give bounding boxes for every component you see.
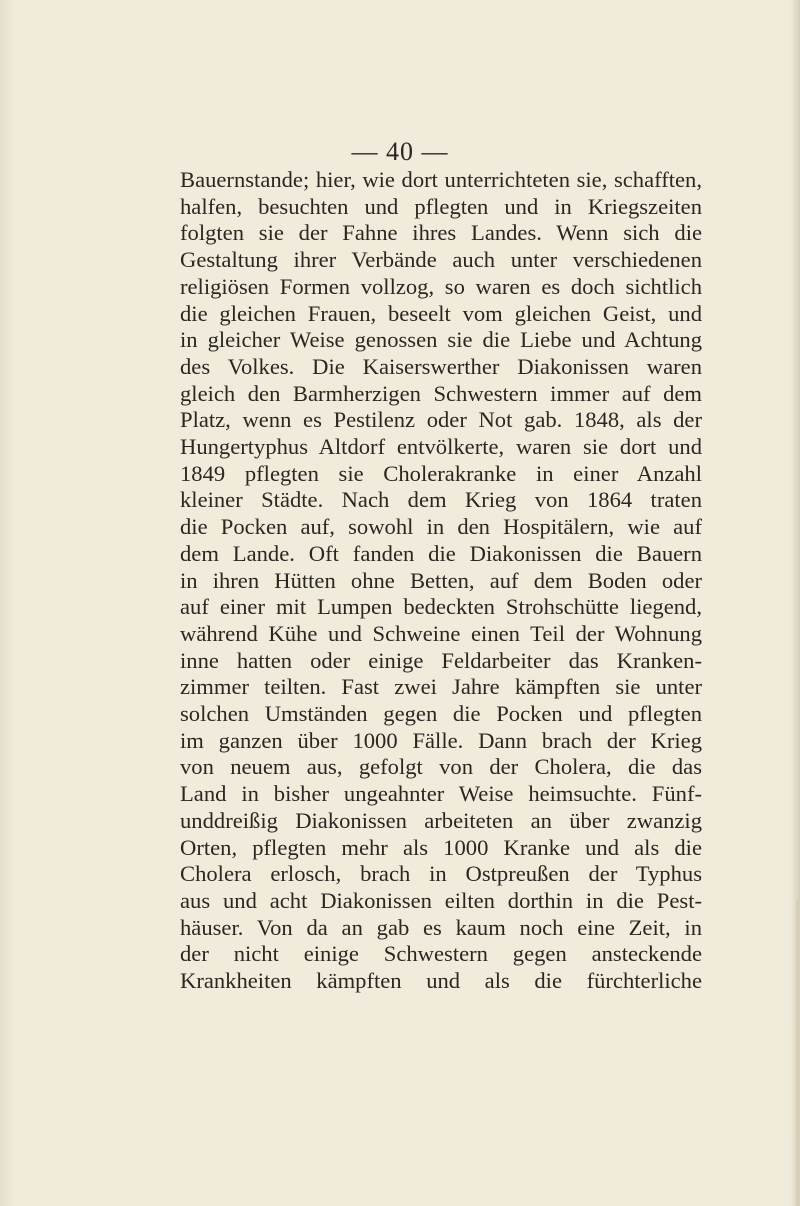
text-line: von neuem aus, gefolgt von der Cholera, die das — [180, 754, 702, 780]
text-line: Land in bisher ungeahnter Weise heimsuchte. Fünf- — [180, 781, 702, 807]
text-line: Cholera erlosch, brach in Ostpreußen der Typhus — [180, 861, 702, 887]
text-line: im ganzen über 1000 Fälle. Dann brach der Krieg — [180, 727, 702, 753]
text-line: Gestaltung ihrer Verbände auch unter verschiedenen — [180, 247, 702, 273]
text-line: der nicht einige Schwestern gegen ansteckende — [180, 941, 702, 967]
text-line: in gleicher Weise genossen sie die Liebe und Achtung — [180, 327, 702, 353]
text-line: die Pocken auf, sowohl in den Hospitälern, wie auf — [180, 514, 702, 540]
body-text — [180, 167, 702, 995]
text-line: Platz, wenn es Pestilenz oder Not gab. 1848, als der — [180, 407, 702, 433]
text-line: solchen Umständen gegen die Pocken und pflegten — [180, 701, 702, 727]
text-line: aus und acht Diakonissen eilten dorthin in die Pest- — [180, 887, 702, 913]
text-line: häuser. Von da an gab es kaum noch eine Zeit, in — [180, 914, 702, 940]
text-line: halfen, besuchten und pflegten und in Kriegszeiten — [180, 193, 702, 219]
page-edge — [796, 900, 800, 1206]
text-line: während Kühe und Schweine einen Teil der Wohnung — [180, 620, 702, 646]
text-line: die gleichen Frauen, beseelt vom gleichen Geist, und — [180, 300, 702, 326]
text-line: Krankheiten kämpften und als die fürchterliche — [180, 968, 702, 994]
text-line: des Volkes. Die Kaiserswerther Diakonissen waren — [180, 353, 702, 379]
text-line: inne hatten oder einige Feldarbeiter das Kranken- — [180, 647, 702, 673]
text-line: religiösen Formen vollzog, so waren es doch sichtlich — [180, 273, 702, 299]
text-line: dem Lande. Oft fanden die Diakonissen die Bauern — [180, 540, 702, 566]
text-line: in ihren Hütten ohne Betten, auf dem Boden oder — [180, 567, 702, 593]
text-line: 1849 pflegten sie Cholerakranke in einer Anzahl — [180, 460, 702, 486]
text-line: unddreißig Diakonissen arbeiteten an über zwanzig — [180, 807, 702, 833]
text-line: Bauernstande; hier, wie dort unterrichteten sie, schafften, — [180, 167, 702, 192]
text-line: gleich den Barmherzigen Schwestern immer auf dem — [180, 380, 702, 406]
text-line: folgten sie der Fahne ihres Landes. Wenn sich die — [180, 220, 702, 246]
text-line: zimmer teilten. Fast zwei Jahre kämpften sie unter — [180, 674, 702, 700]
text-line: auf einer mit Lumpen bedeckten Strohschütte liegend, — [180, 594, 702, 620]
text-line: Orten, pflegten mehr als 1000 Kranke und als die — [180, 834, 702, 860]
text-line: Hungertyphus Altdorf entvölkerte, waren sie dort und — [180, 434, 702, 460]
text-line: kleiner Städte. Nach dem Krieg von 1864 traten — [180, 487, 702, 513]
page-number: — 40 — — [351, 137, 449, 166]
